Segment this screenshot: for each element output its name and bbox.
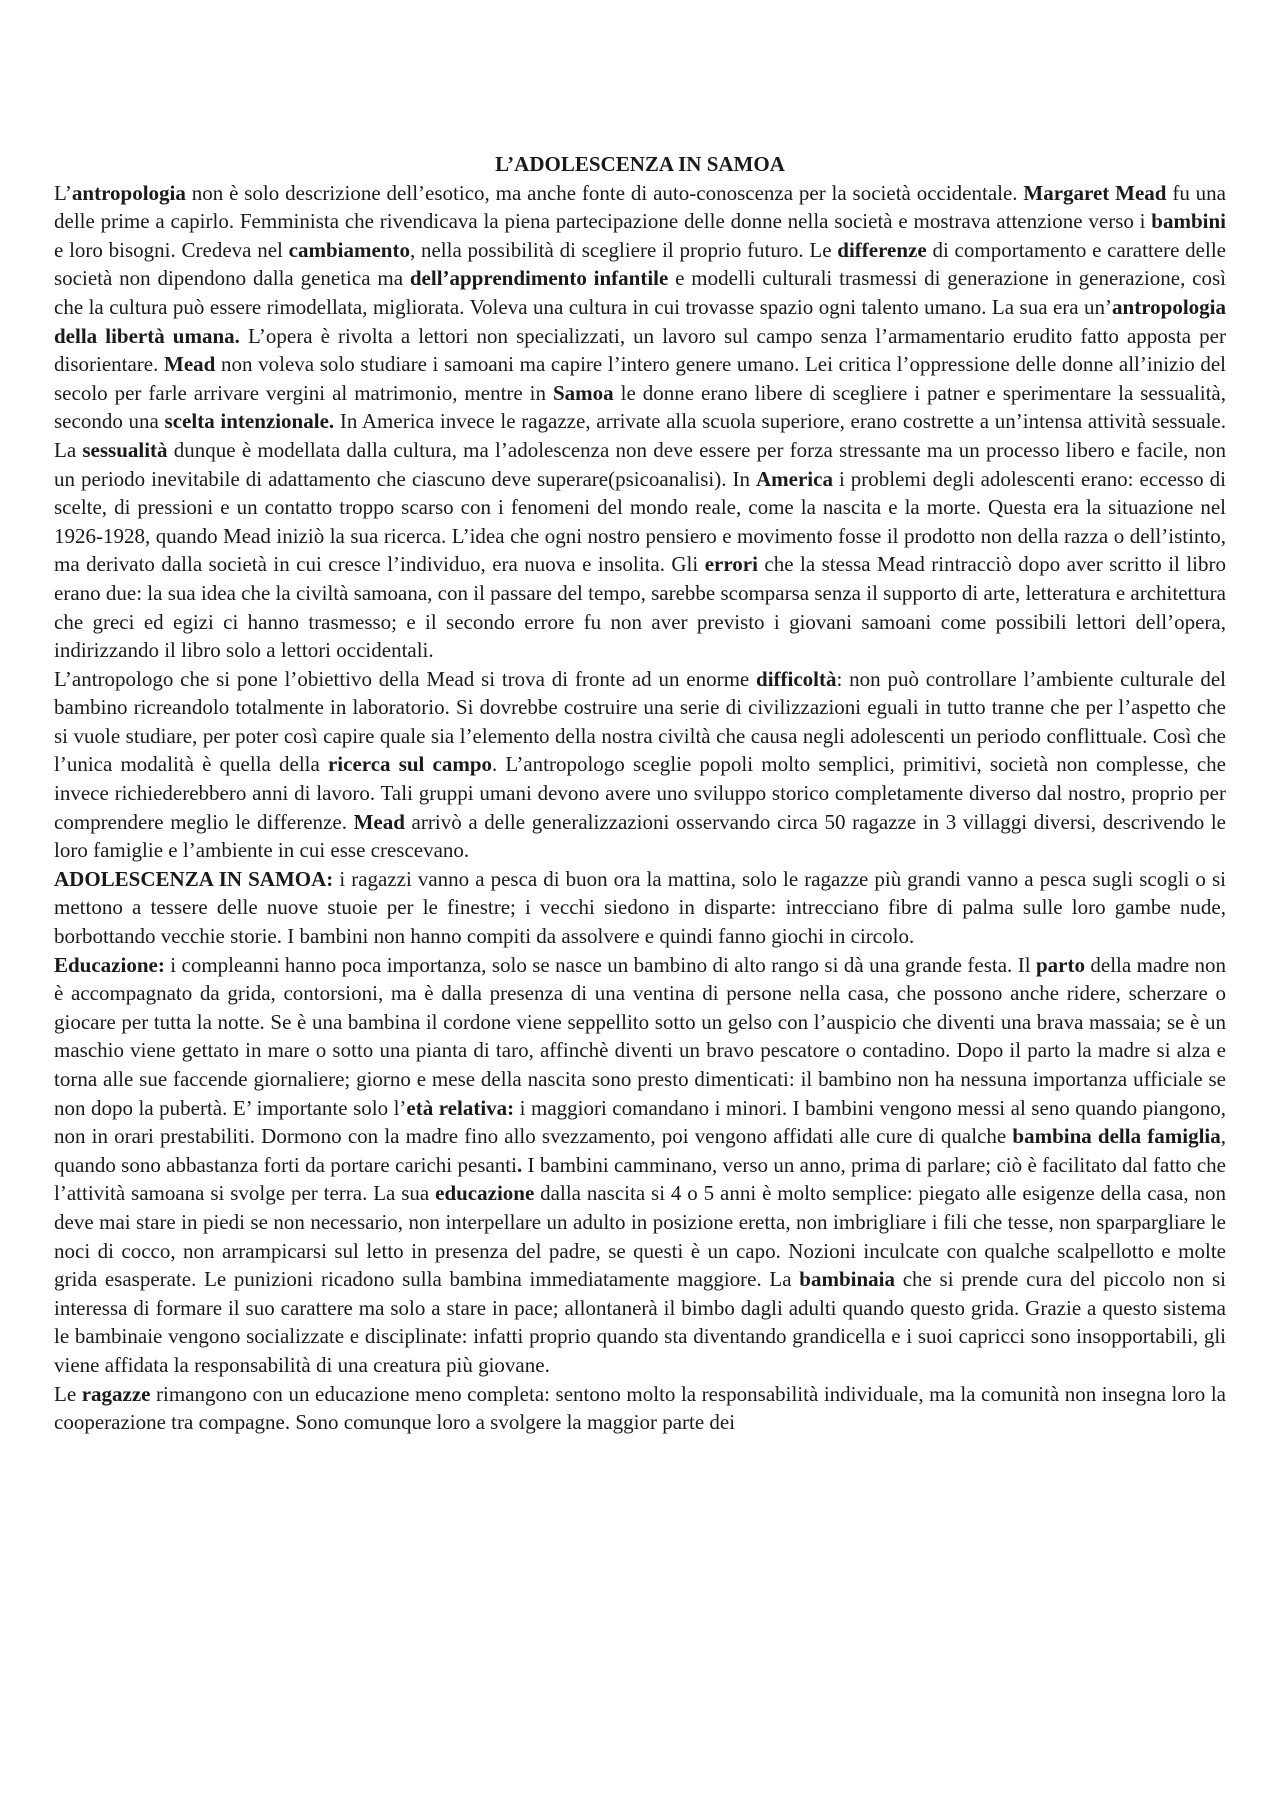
- bold-text-run: errori: [704, 552, 758, 577]
- text-run: della madre non è accompagnato da grida, contorsioni, ma è dalla presenza di una ventina di persone nella casa, che possono anche ridere, scherzare o giocare per tutta la notte. Se è una bambina il cordone viene seppellito sotto un gelso con l’auspicio che diventi una brava massaia; se è un maschio viene gettato in mare o sotto una pianta di taro, affinchè diventi un bravo pescatore o contadino. Dopo il parto la madre si alza e torna alle sue faccende giornaliere; giorno e mese della nascita sono presto dimenticati: il bambino non ha nessuna importanza ufficiale se non dopo la pubertà. E’ importante solo l’: [54, 952, 1226, 1120]
- text-run: che si prende cura del piccolo non si interessa di formare il suo carattere ma solo a stare in pace; allontanerà il bimbo dagli adulti quando questo grida. Grazie a questo sistema le bambinaie vengono socializzate e disciplinate: infatti proprio quando sta diventando grandicella e i suoi capricci sono insopportabili, gli viene affidata la responsabilità di una creatura più giovane.: [54, 1267, 1226, 1377]
- bold-text-run: antropologia: [71, 180, 186, 205]
- bold-text-run: Educazione:: [54, 952, 165, 977]
- bold-text-run: ragazze: [81, 1381, 151, 1406]
- text-run: dalla nascita si 4 o 5 anni è molto semplice: piegato alle esigenze della casa, non deve mai stare in piedi se non necessario, non interpellare un adulto in posizione eretta, non imbrigliare i fili che tesse, non sparpargliare le noci di cocco, non arrampicarsi sul letto in presenza del padre, se questi è un capo. Nozioni inculcate con qualche scalpellotto e molte grida esasperate. Le punizioni ricadono sulla bambina immediatamente maggiore. La: [54, 1181, 1226, 1292]
- bold-text-run: bambini: [1151, 209, 1226, 234]
- bold-text-run: ricerca sul campo: [327, 752, 493, 777]
- text-run: rimangono con un educazione meno completa: sentono molto la responsabilità individuale, ma la comunità non insegna loro la cooperazione tra compagne. Sono comunque loro a svolgere la maggior parte dei: [54, 1381, 1226, 1435]
- text-run: i maggiori comandano i minori. I bambini vengono messi al seno quando piangono, non in orari prestabiliti. Dormono con la madre fino allo svezzamento, poi vengono affidati alle cure di qualche: [54, 1095, 1226, 1149]
- bold-text-run: antropologia della libertà umana.: [54, 294, 1226, 348]
- bold-text-run: sessualità: [82, 437, 168, 462]
- bold-text-run: Mead: [353, 809, 405, 834]
- bold-text-run: .: [516, 1152, 523, 1177]
- text-run: di comportamento e carattere delle società non dipendono dalla genetica ma: [54, 237, 1226, 291]
- document-page: [54, 150, 1226, 1437]
- document-body: [54, 179, 1226, 1437]
- paragraph: [54, 665, 1226, 865]
- bold-text-run: Samoa: [552, 380, 614, 405]
- text-run: non voleva solo studiare i samoani ma capire l’intero genere umano. Lei critica l’oppressione delle donne all’inizio del secolo per farle arrivare vergini al matrimonio, mentre in: [54, 352, 1227, 405]
- text-run: Le: [54, 1381, 82, 1406]
- bold-text-run: Mead: [164, 352, 216, 377]
- text-run: , nella possibilità di scegliere il proprio futuro. Le: [409, 237, 838, 262]
- paragraph: [54, 951, 1226, 1380]
- bold-text-run: scelta intenzionale.: [164, 409, 335, 434]
- paragraph: [54, 1380, 1226, 1437]
- text-run: i compleanni hanno poca importanza, solo se nasce un bambino di alto rango si dà una grande festa. Il: [164, 952, 1036, 977]
- text-run: , quando sono abbastanza forti da portare carichi pesanti: [54, 1124, 1226, 1177]
- text-run: che la stessa Mead rintracciò dopo aver scritto il libro erano due: la sua idea che la civiltà samoana, con il passare del tempo, sarebbe scomparsa senza il supporto di arte, letteratura e architettura che greci ed egizi ci hanno trasmesso; e il secondo errore fu non aver previsto i giovani samoani come possibili lettori dell’opera, indirizzando il libro solo a lettori occidentali.: [54, 552, 1227, 663]
- text-run: i ragazzi vanno a pesca di buon ora la mattina, solo le ragazze più grandi vanno a pesca sugli scogli o si mettono a tessere delle nuove stuoie per le finestre; i vecchi siedono in disparte: intrecciano fibre di palma sulle loro gambe nude, borbottando vecchie storie. I bambini non hanno compiti da assolvere e quindi fanno giochi in circolo.: [54, 866, 1226, 949]
- text-run: L’opera è rivolta a lettori non specializzati, un lavoro sul campo senza l’armamentario erudito fatto apposta per disorientare.: [54, 323, 1226, 377]
- bold-text-run: dell’apprendimento infantile: [409, 266, 669, 291]
- text-run: fu una delle prime a capirlo. Femminista che rivendicava la piena partecipazione delle donne nella società e mostrava attenzione verso i: [54, 180, 1226, 234]
- bold-text-run: differenze: [837, 237, 927, 262]
- text-run: e loro bisogni. Credeva nel: [54, 237, 289, 262]
- paragraph: [54, 865, 1226, 951]
- text-run: non è solo descrizione dell’esotico, ma anche fonte di auto-conoscenza per la società occidentale.: [185, 180, 1024, 205]
- bold-text-run: cambiamento: [288, 237, 410, 262]
- bold-text-run: parto: [1035, 952, 1085, 977]
- bold-text-run: difficoltà: [756, 666, 837, 691]
- text-run: L’: [54, 180, 72, 205]
- text-run: In America invece le ragazze, arrivate alla scuola superiore, erano costrette a un’intensa attività sessuale. La: [54, 409, 1227, 462]
- text-run: I bambini camminano, verso un anno, prima di parlare; ciò è facilitato dal fatto che l’attività samoana si svolge per terra. La sua: [54, 1152, 1226, 1206]
- bold-text-run: educazione: [435, 1181, 535, 1206]
- text-run: le donne erano libere di scegliere i patner e sperimentare la sessualità, secondo una: [54, 380, 1226, 434]
- bold-text-run: bambina della famiglia: [1012, 1124, 1221, 1149]
- text-run: e modelli culturali trasmessi di generazione in generazione, così che la cultura può essere rimodellata, migliorata. Voleva una cultura in cui trovasse spazio ogni talento umano. La sua era un’: [54, 266, 1226, 319]
- text-run: dunque è modellata dalla cultura, ma l’adolescenza non deve essere per forza stressante ma un processo libero e facile, non un periodo inevitabile di adattamento che ciascuno deve superare(psicoanalisi). In: [54, 437, 1226, 491]
- text-run: arrivò a delle generalizzazioni osservando circa 50 ragazze in 3 villaggi diversi, descrivendo le loro famiglie e l’ambiente in cui esse crescevano.: [54, 809, 1227, 863]
- bold-text-run: America: [755, 466, 833, 491]
- text-run: : non può controllare l’ambiente culturale del bambino ricreandolo totalmente in laboratorio. Si dovrebbe costruire una serie di civilizzazioni eguali in tutto tranne che per l’aspetto che si vuole studiare, per poter così capire quale sia l’elemento della nostra civiltà che causa negli adolescenti un periodo conflittuale. Così che l’unica modalità è quella della: [54, 666, 1226, 777]
- bold-text-run: Margaret Mead: [1023, 180, 1167, 205]
- bold-text-run: ADOLESCENZA IN SAMOA:: [54, 866, 334, 891]
- bold-text-run: bambinaia: [799, 1267, 895, 1292]
- document-title: L’ADOLESCENZA IN SAMOA: [495, 152, 785, 176]
- text-run: L’antropologo che si pone l’obiettivo della Mead si trova di fronte ad un enorme: [54, 666, 757, 691]
- paragraph: [54, 179, 1226, 665]
- text-run: . L’antropologo sceglie popoli molto semplici, primitivi, società non complesse, che invece richiederebbero anni di lavoro. Tali gruppi umani devono avere uno sviluppo storico completamente diverso dal nostro, proprio per comprendere meglio le differenze.: [54, 752, 1226, 834]
- bold-text-run: età relativa:: [406, 1095, 515, 1120]
- text-run: i problemi degli adolescenti erano: eccesso di scelte, di pressioni e un contatto troppo scarso con i fenomeni del mondo reale, come la nascita e la morte. Questa era la situazione nel 1926-1928, quando Mead iniziò la sua ricerca. L’idea che ogni nostro pensiero e movimento fosse il prodotto non della razza o dell’istinto, ma derivato dalla società in cui cresce l’individuo, era nuova e insolita. Gli: [54, 466, 1226, 577]
